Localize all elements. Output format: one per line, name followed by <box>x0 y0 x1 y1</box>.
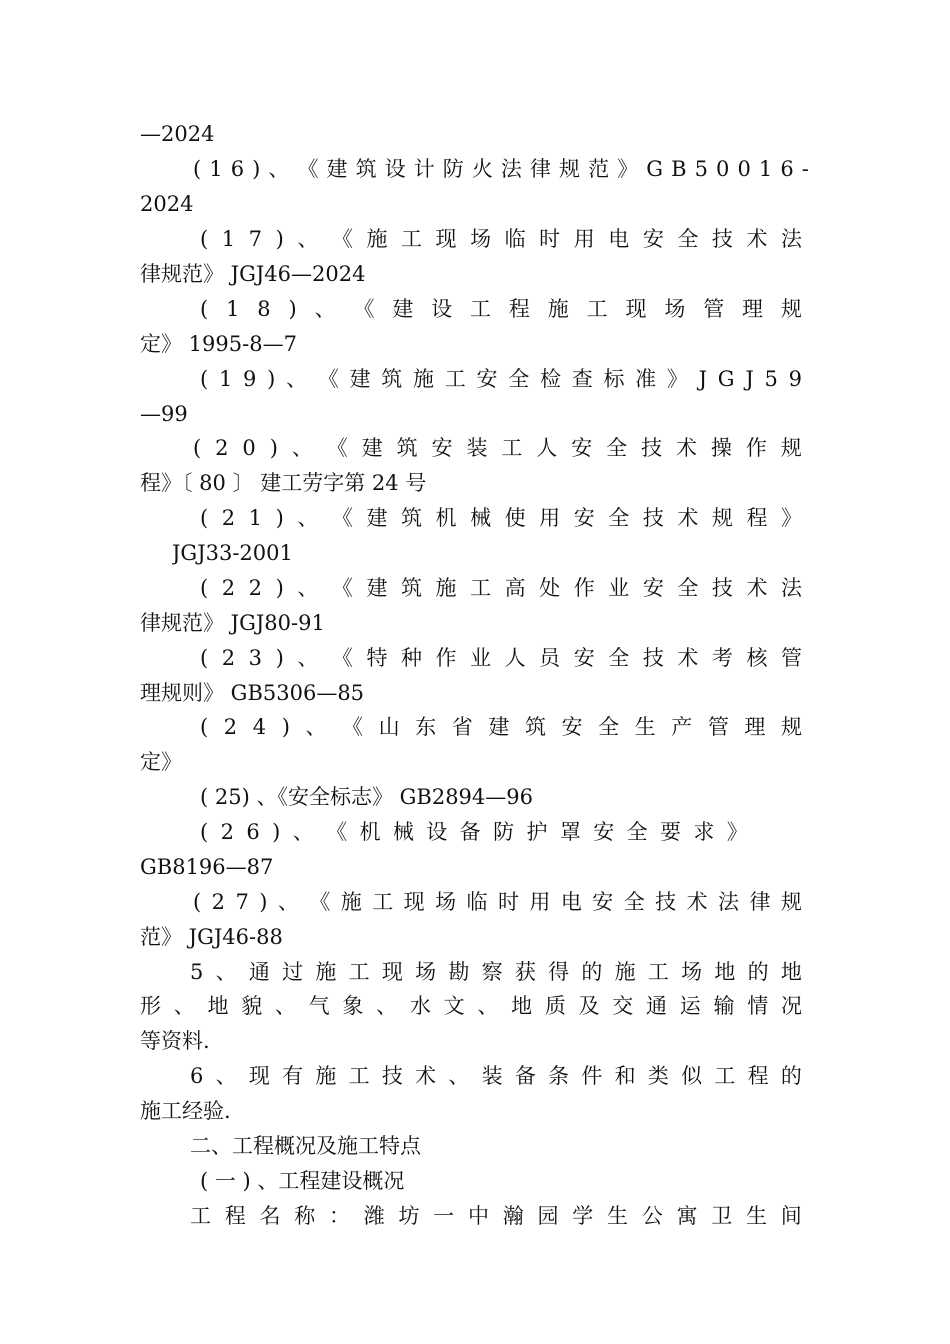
text-line: ( 1 7 ) 、 《 施 工 现 场 临 时 用 电 安 全 技 术 法 <box>200 227 802 251</box>
text-line: —99 <box>140 402 188 426</box>
text-line: 5 、 通 过 施 工 现 场 勘 察 获 得 的 施 工 场 地 的 地 <box>190 960 802 984</box>
text-line: ( 1 8 ) 、 《 建 设 工 程 施 工 现 场 管 理 规 <box>200 297 802 321</box>
text-line: ( 2 2 ) 、 《 建 筑 施 工 高 处 作 业 安 全 技 术 法 <box>200 576 802 600</box>
text-line: 定》 <box>140 750 182 774</box>
text-line: ( 2 3 ) 、 《 特 种 作 业 人 员 安 全 技 术 考 核 管 <box>200 646 802 670</box>
text-line: 定》 1995-8—7 <box>140 332 297 356</box>
text-line: 范》 JGJ46-88 <box>140 925 283 949</box>
subsection-heading: ( 一 ) 、工程建设概况 <box>200 1169 405 1193</box>
text-line: ( 1 9 ) 、 《 建 筑 施 工 安 全 检 查 标 准 》 J G J 5 9 <box>200 367 802 391</box>
text-line: 程》〔 80 〕 建工劳字第 24 号 <box>140 471 427 495</box>
section-heading: 二、工程概况及施工特点 <box>190 1134 421 1158</box>
text-line: ( 2 7 ) 、 《 施 工 现 场 临 时 用 电 安 全 技 术 法 律 规 <box>193 890 802 914</box>
text-line: JGJ33-2001 <box>172 541 293 565</box>
text-line: 形 、 地 貌 、 气 象 、 水 文 、 地 质 及 交 通 运 输 情 况 <box>140 994 802 1018</box>
text-line: 2024 <box>140 192 194 216</box>
text-line: 理规则》 GB5306—85 <box>140 681 365 705</box>
text-line: 律规范》 JGJ80-91 <box>140 611 325 635</box>
text-line: GB8196—87 <box>140 855 274 879</box>
text-line: ( 1 6 ) 、 《 建 筑 设 计 防 火 法 律 规 范 》 G B 5 0 0 1 6 - <box>193 157 809 181</box>
text-line: 施工经验. <box>140 1099 231 1123</box>
text-line: ( 2 1 ) 、 《 建 筑 机 械 使 用 安 全 技 术 规 程 》 <box>200 506 802 530</box>
text-line: 工 程 名 称 ： 潍 坊 一 中 瀚 园 学 生 公 寓 卫 生 间 <box>190 1204 802 1228</box>
text-line: 律规范》 JGJ46—2024 <box>140 262 366 286</box>
text-line: ( 25) 、《安全标志》 GB2894—96 <box>200 785 534 809</box>
text-line: ( 2 4 ) 、 《 山 东 省 建 筑 安 全 生 产 管 理 规 <box>200 715 802 739</box>
text-line: 等资料. <box>140 1029 210 1053</box>
text-line: —2024 <box>140 122 215 146</box>
text-line: ( 2 6 ) 、 《 机 械 设 备 防 护 罩 安 全 要 求 》 <box>200 820 748 844</box>
text-line: ( 2 0 ) 、 《 建 筑 安 装 工 人 安 全 技 术 操 作 规 <box>193 436 802 460</box>
text-line: 6 、 现 有 施 工 技 术 、 装 备 条 件 和 类 似 工 程 的 <box>190 1064 802 1088</box>
